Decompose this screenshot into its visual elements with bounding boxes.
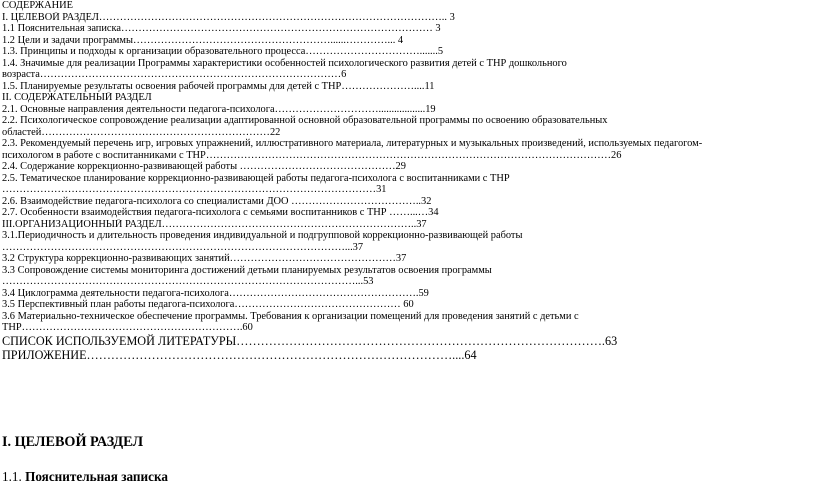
toc-entry: 2.7. Особенности взаимодействия педагога-психолога с семьями воспитанников с ТНР ……...…34 bbox=[2, 207, 439, 218]
toc-heading: СОДЕРЖАНИЕ bbox=[2, 0, 73, 11]
toc-entry: 1.2 Цели и задачи программы…………………………………………………......…………... 4 bbox=[2, 34, 404, 46]
toc-entry: II. СОДЕРЖАТЕЛЬНЫЙ РАЗДЕЛ bbox=[2, 92, 152, 103]
toc-entry: 2.4. Содержание коррекционно-развивающей работы ………………………………………29 bbox=[2, 161, 406, 172]
toc-entry: III.ОРГАНИЗАЦИОННЫЙ РАЗДЕЛ………………………………………………………………..37 bbox=[2, 218, 427, 230]
table-of-contents bbox=[2, 0, 814, 363]
toc-entries bbox=[2, 12, 814, 334]
toc-entry: ………………………………………………………………………………………...37 bbox=[2, 241, 364, 253]
toc-entry: 3.5 Перспективный план работы педагога-психолога………………………………………… 60 bbox=[2, 299, 414, 310]
toc-entry: 3.3 Сопровождение системы мониторинга достижений детьми планируемых результатов освоения программы bbox=[2, 264, 492, 276]
toc-entry: 2.5. Тематическое планирование коррекционно-развивающей работы педагога-психолога с воспитанниками с ТНР bbox=[2, 172, 510, 184]
toc-entry: 1.5. Планируемые результаты освоения рабочей программы для детей с ТНР…………………....11 bbox=[2, 80, 435, 92]
toc-entry: 1.4. Значимые для реализации Программы характеристики особенностей психологического развития детей с ТНР дошкольного bbox=[2, 57, 567, 69]
toc-entry: 1.1 Пояснительная записка……………………………………………………………………………… 3 bbox=[2, 23, 441, 34]
toc-appendix: ПРИЛОЖЕНИЕ………………………………………………………………………………....64 bbox=[2, 348, 477, 363]
document-page bbox=[2, 0, 814, 484]
toc-entry: 2.6. Взаимодействие педагога-психолога со специалистами ДОО ………………………………..32 bbox=[2, 195, 432, 207]
toc-entry: 3.6 Материально-техническое обеспечение программы. Требования к организации помещений для проведения занятий с детьми с bbox=[2, 310, 579, 322]
toc-entry: 2.2. Психологическое сопровождение реализации адаптированной основной образовательной программы по освоению образовательных bbox=[2, 115, 608, 126]
toc-entry: 2.1. Основные направления деятельности педагога-психолога…………………………..................19 bbox=[2, 103, 436, 115]
subsection-text: Пояснительная записка bbox=[25, 469, 168, 484]
toc-entry: областей…………………………………………………………22 bbox=[2, 126, 281, 138]
toc-entry: 3.4 Циклограмма деятельности педагога-психолога……………………………………………….59 bbox=[2, 287, 429, 299]
toc-entry: ………………………………………………………………………………………………31 bbox=[2, 184, 387, 195]
toc-entry: 1.3. Принципы и подходы к организации образовательного процесса…………………………….......5 bbox=[2, 46, 444, 57]
toc-entry: 2.3. Рекомендуемый перечень игр, игровых упражнений, иллюстративного материала, литературных и музыкальных произведений, используемых педагогом- bbox=[2, 138, 703, 149]
section-title: I. ЦЕЛЕВОЙ РАЗДЕЛ bbox=[2, 434, 144, 450]
toc-entry: 3.1.Периодичность и длительность проведения индивидуальной и подгрупповой коррекционно-развивающей работы bbox=[2, 230, 523, 241]
toc-entry: ТНР……………………………………………………….60 bbox=[2, 322, 253, 333]
toc-entry: I. ЦЕЛЕВОЙ РАЗДЕЛ……………………………………………………………………………………….. 3 bbox=[2, 11, 455, 23]
subsection-number: 1.1. bbox=[2, 469, 22, 484]
toc-entry: психологом в работе с воспитанниками с ТНР………………………………………………………………………………………………………26 bbox=[2, 149, 622, 161]
toc-entry: 3.2 Структура коррекционно-развивающих занятий…………………………………………37 bbox=[2, 253, 407, 264]
toc-entry: возраста……………………………………………………………………………6 bbox=[2, 69, 347, 80]
toc-entry: …………………………………………………………………………………………...53 bbox=[2, 276, 374, 287]
toc-bibliography: СПИСОК ИСПОЛЬЗУЕМОЙ ЛИТЕРАТУРЫ……………………………………………………………………………….63 bbox=[2, 333, 618, 348]
subsection-title bbox=[2, 469, 168, 485]
